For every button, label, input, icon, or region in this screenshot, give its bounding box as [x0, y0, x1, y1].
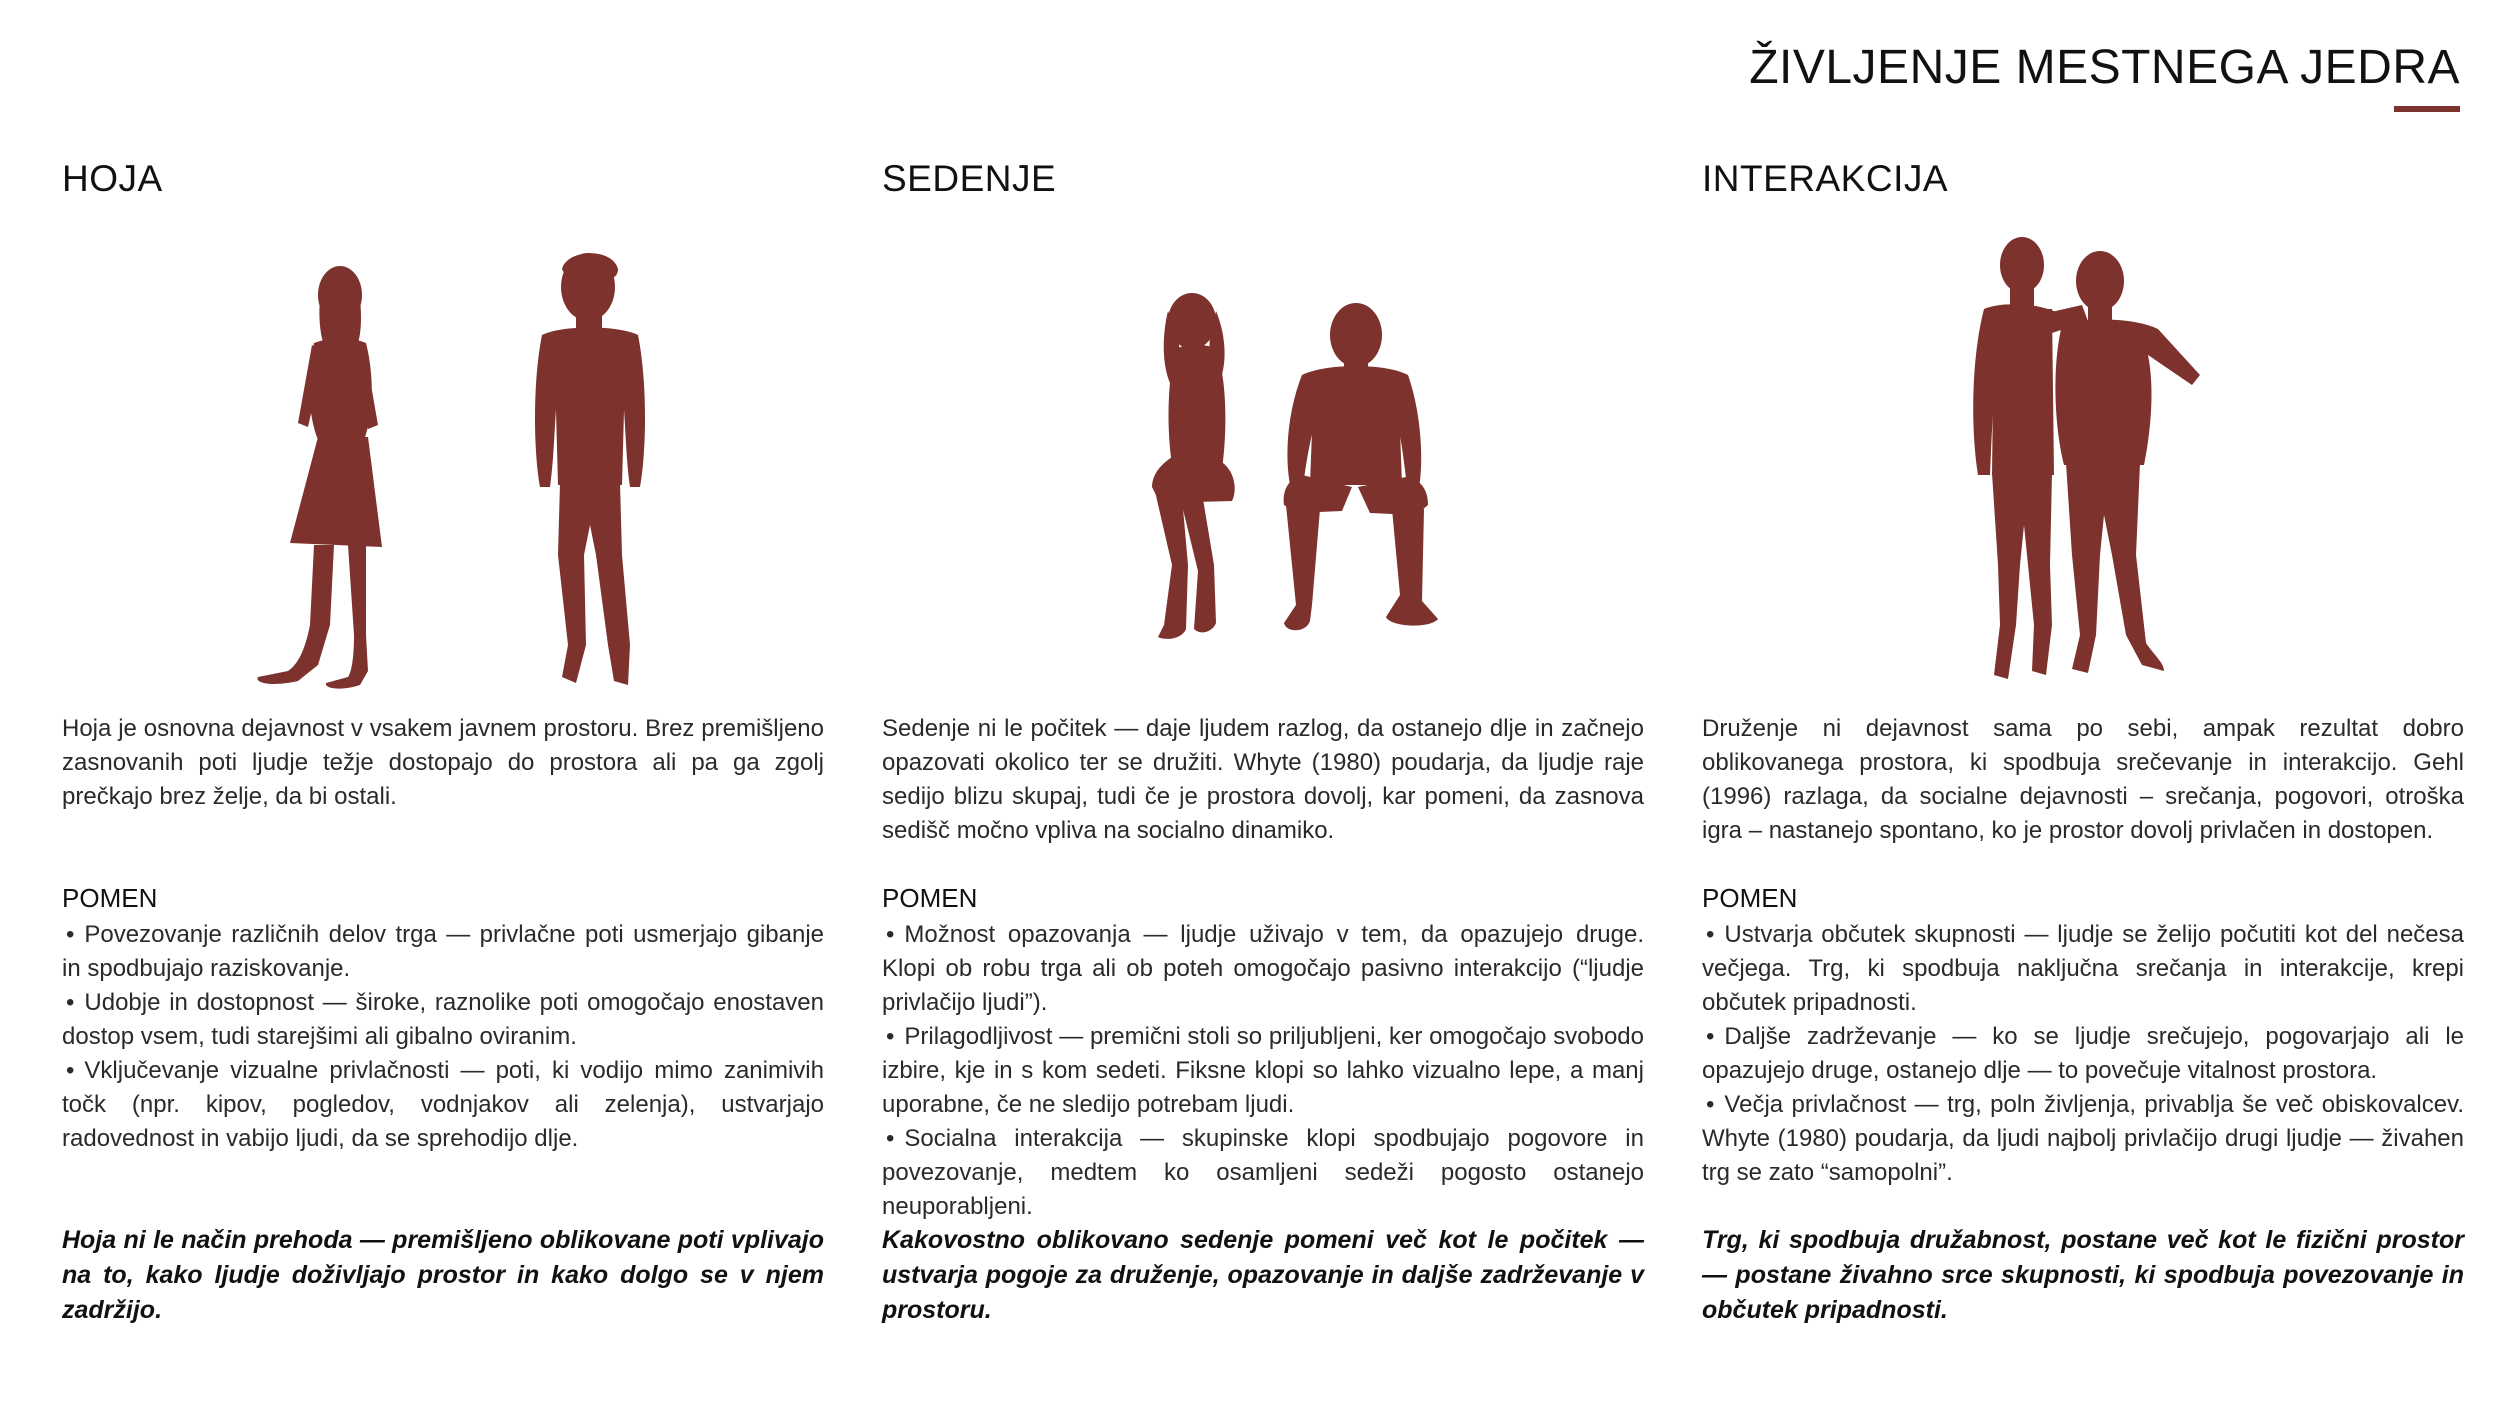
pomen-list — [62, 918, 824, 1156]
woman-walking-silhouette — [257, 266, 382, 689]
pomen-list — [882, 918, 1644, 1224]
conclusion-text: Trg, ki spodbuja družabnost, postane več kot le fizični prostor — postane živahno srce skupnosti, ki spodbuja povezovanje in občutek pripadnosti. — [1702, 1226, 2464, 1324]
list-item: • Možnost opazovanja — ljudje uživajo v tem, da opazujejo druge. Klopi ob robu trga ali ob poteh omogočajo pasivno interakcijo (“ljudje privlačijo ljudi”). — [882, 918, 1644, 1020]
man-walking-silhouette — [535, 253, 645, 685]
list-item: • Ustvarja občutek skupnosti — ljudje se želijo počutiti kot del nečesa večjega. Trg, ki spodbuja naključna srečanja in interakcije, krepi občutek pripadnosti. — [1702, 918, 2464, 1020]
list-item: • Prilagodljivost — premični stoli so priljubljeni, ker omogočajo svobodo izbire, kje in s kom sedeti. Fiksne klopi so lahko vizualno lepe, a manj uporabne, če ne sledijo potrebam ljudi. — [882, 1020, 1644, 1122]
list-item: • Socialna interakcija — skupinske klopi spodbujajo pogovore in povezovanje, medtem ko osamljeni sedeži pogosto ostanejo neuporabljeni. — [882, 1122, 1644, 1224]
intro-text: Sedenje ni le počitek — daje ljudem razlog, da ostanejo dlje in začnejo opazovati okolico ter se družiti. Whyte (1980) poudarja, da ljudje raje sedijo blizu skupaj, tudi če je prostora dovolj, kar pomeni, da zasnova sedišč močno vpliva na socialno dinamiko. — [882, 715, 1644, 844]
list-item: • Daljše zadrževanje — ko se ljudje srečujejo, pogovarjajo ali le opazujejo druge, ostanejo dlje — to povečuje vitalnost prostora. — [1702, 1020, 2464, 1088]
pomen-heading: POMEN — [1702, 883, 1798, 913]
list-item: • Večja privlačnost — trg, poln življenja, privablja še več obiskovalcev. Whyte (1980) poudarja, da ljudi najbolj privlačijo drugi ljudje — živahen trg se zato “samopolni”. — [1702, 1088, 2464, 1190]
sitting-people-icon — [882, 225, 1644, 725]
section-heading: SEDENJE — [882, 158, 1057, 199]
list-item: • Povezovanje različnih delov trga — privlačne poti usmerjajo gibanje in spodbujajo raziskovanje. — [62, 918, 824, 986]
intro-text: Hoja je osnovna dejavnost v vsakem javnem prostoru. Brez premišljeno zasnovanih poti ljudje težje dostopajo do prostora ali pa ga zgolj prečkajo brez želje, da bi ostali. — [62, 715, 824, 810]
section-heading: HOJA — [62, 158, 163, 199]
pomen-heading: POMEN — [882, 883, 978, 913]
list-item: • Vključevanje vizualne privlačnosti — poti, ki vodijo mimo zanimivih točk (npr. kipov, pogledov, vodnjakov ali zelenja), ustvarjajo radovednost in vabijo ljudi, da se sprehodijo dlje. — [62, 1054, 824, 1156]
list-item: • Udobje in dostopnost — široke, raznolike poti omogočajo enostaven dostop vsem, tudi starejšimi ali gibalno oviranim. — [62, 986, 824, 1054]
walking-people-icon — [62, 225, 824, 725]
pomen-list — [1702, 918, 2464, 1190]
conclusion-text: Hoja ni le način prehoda — premišljeno oblikovane poti vplivajo na to, kako ljudje doživljajo prostor in kako dolgo se v njem zadržijo. — [62, 1226, 824, 1324]
pomen-heading: POMEN — [62, 883, 158, 913]
conclusion-text: Kakovostno oblikovano sedenje pomeni več kot le počitek — ustvarja pogoje za druženje, opazovanje in daljše zadrževanje v prostoru. — [882, 1226, 1644, 1324]
page-title: ŽIVLJENJE MESTNEGA JEDRA — [1749, 41, 2460, 94]
embracing-people-icon — [1702, 225, 2464, 725]
woman-sitting-silhouette — [1152, 293, 1235, 639]
section-heading: INTERAKCIJA — [1702, 158, 1949, 199]
man-sitting-silhouette — [1284, 303, 1438, 630]
intro-text: Druženje ni dejavnost sama po sebi, ampak rezultat dobro oblikovanega prostora, ki spodbuja srečevanje in interakcijo. Gehl (1996) razlaga, da socialne dejavnosti – srečanja, pogovori, otroška igra – nastanejo spontano, ko je prostor dovolj privlačen in dostopen. — [1702, 715, 2464, 844]
title-accent-rule — [2394, 106, 2460, 112]
